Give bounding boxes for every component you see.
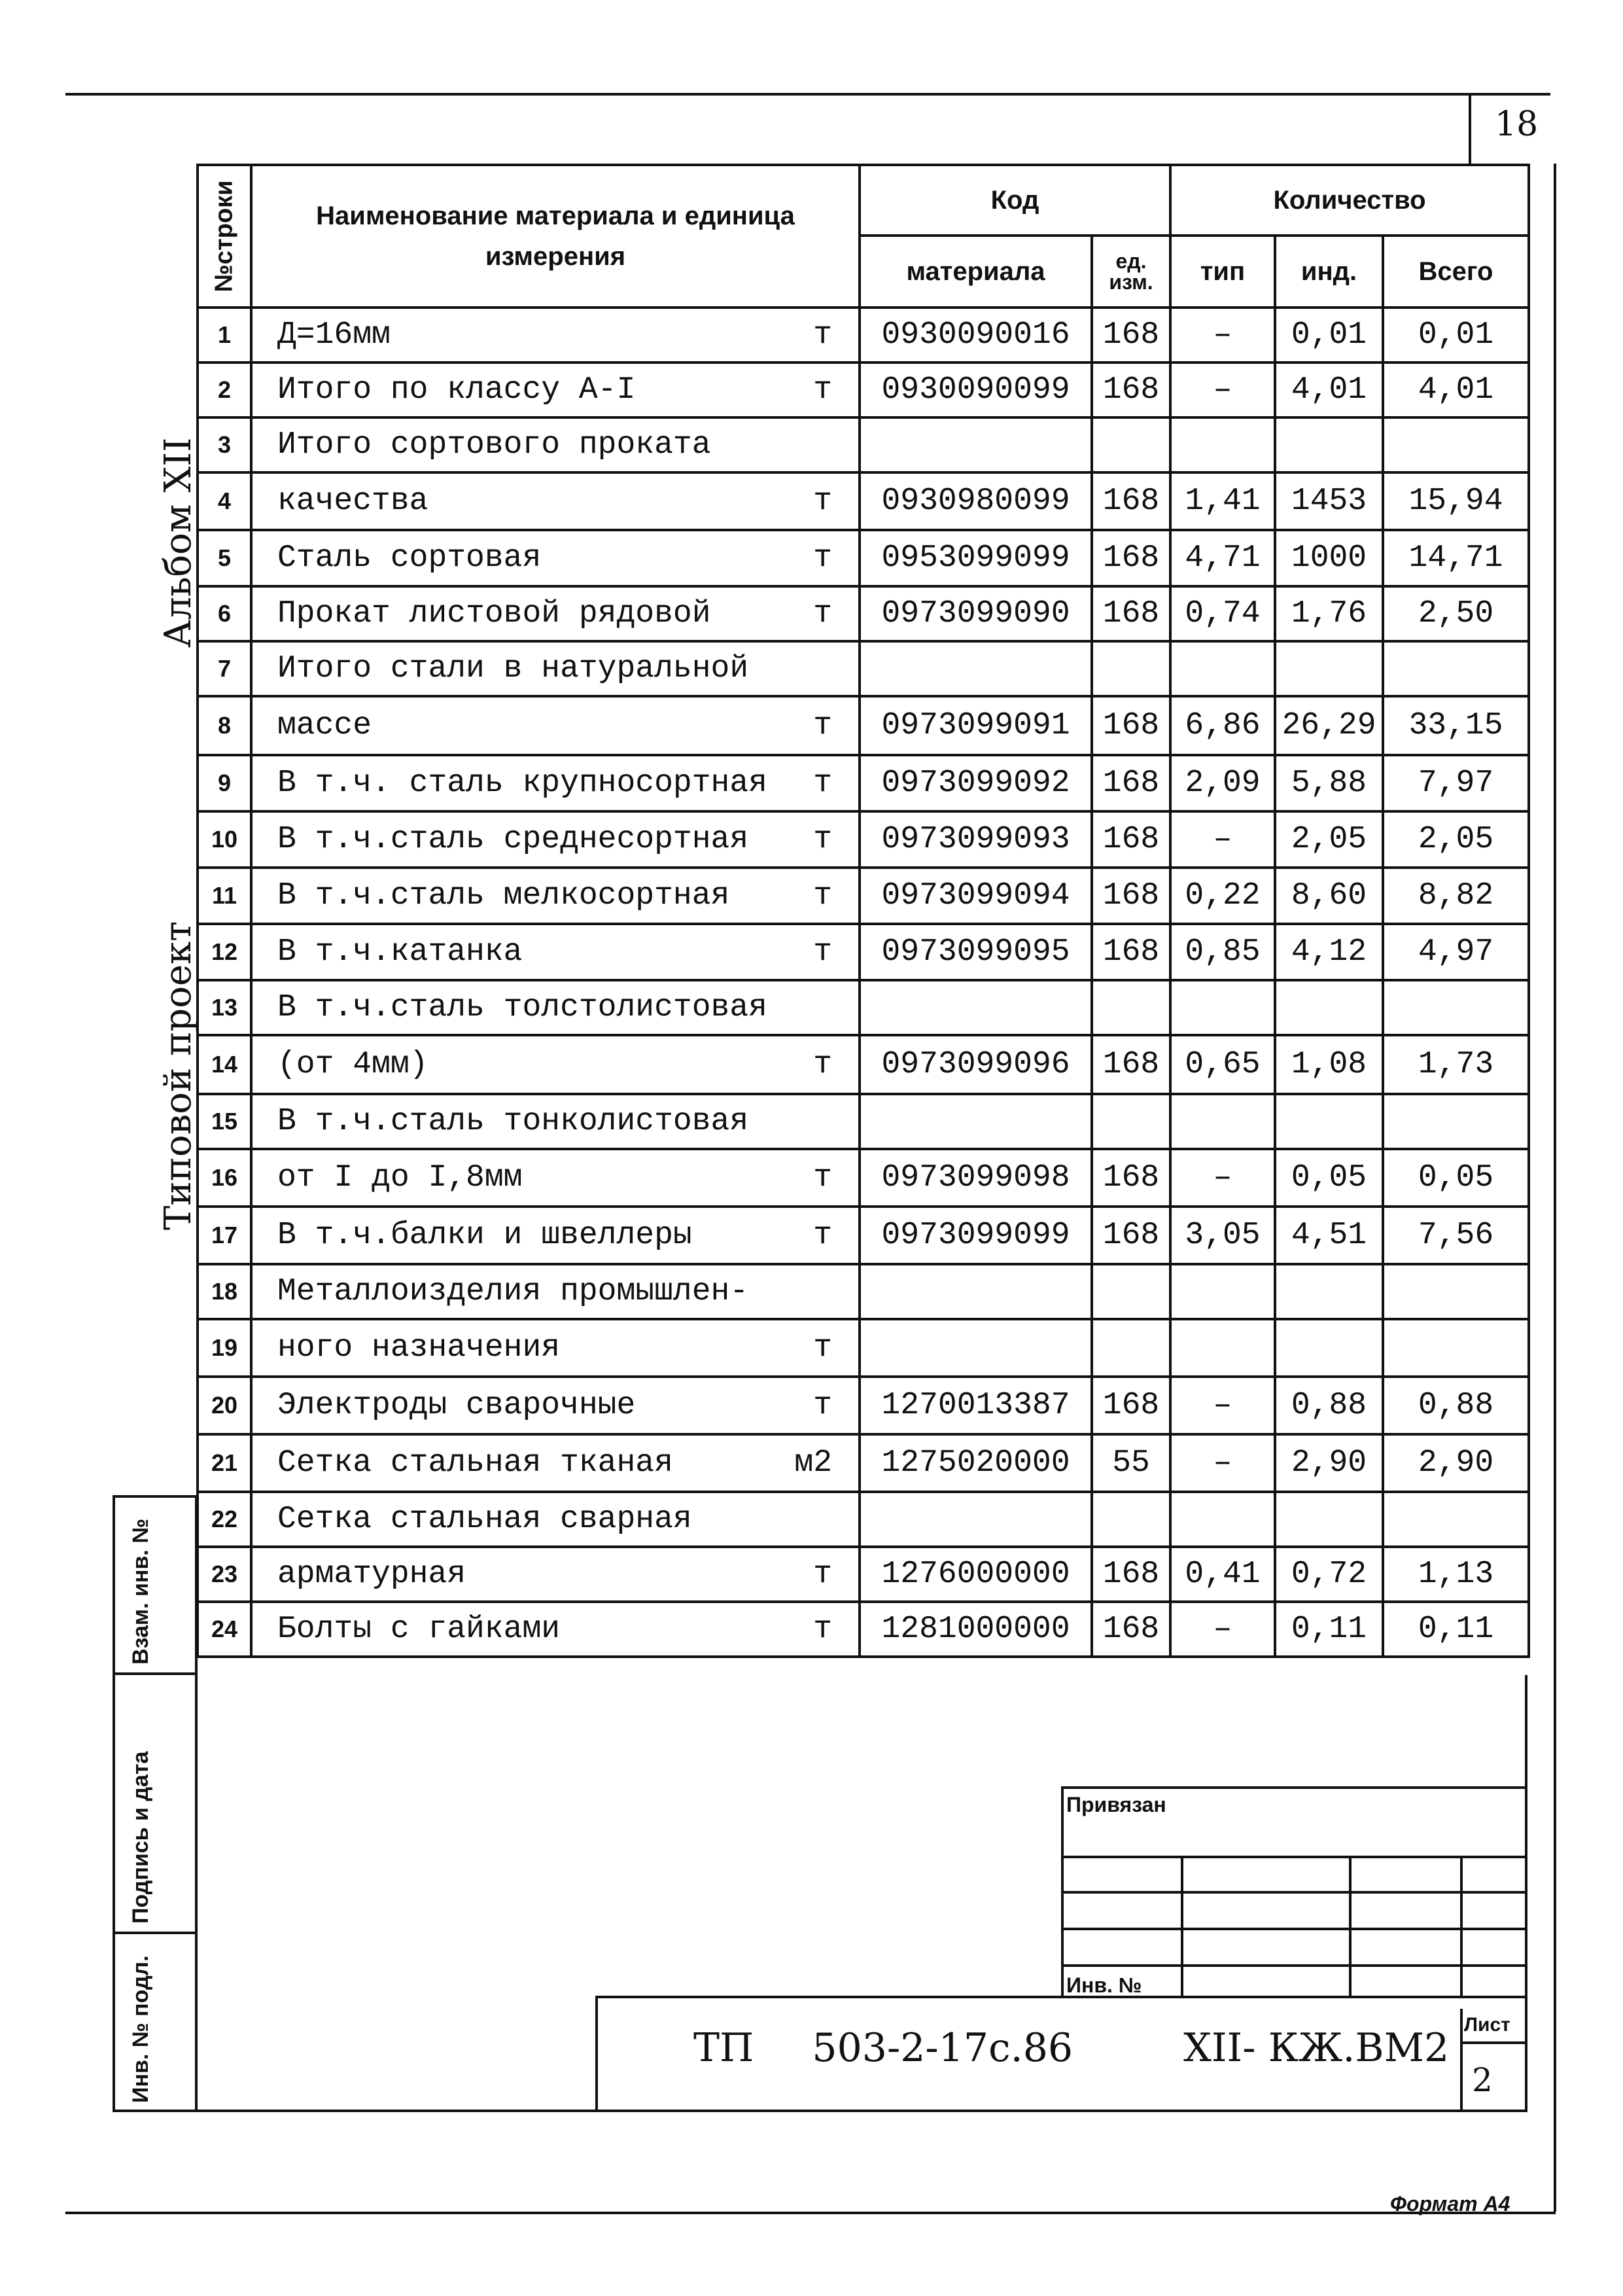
table-row: [198, 362, 1529, 417]
material-name-text: В т.ч.катанка: [277, 934, 523, 970]
unit-code: 168: [1092, 755, 1170, 811]
material-name: [251, 472, 860, 530]
qty-ind: 4,51: [1275, 1207, 1383, 1264]
qty-tip: –: [1170, 1377, 1275, 1434]
material-code: 0973099096: [860, 1035, 1092, 1094]
qty-ind: [1275, 1492, 1383, 1547]
material-name: [251, 1149, 860, 1207]
material-name: [251, 308, 860, 362]
qty-ind: 5,88: [1275, 755, 1383, 811]
binding-line-1: [1061, 1856, 1527, 1858]
qty-total: 2,05: [1383, 811, 1529, 868]
material-code: [860, 417, 1092, 472]
qty-tip: [1170, 417, 1275, 472]
unit-code: 168: [1092, 1207, 1170, 1264]
unit-of-measure: т: [813, 766, 832, 801]
inventory-number-label: Инв. №: [1066, 1973, 1142, 1997]
material-code: [860, 1319, 1092, 1377]
typical-project-label: Типовой проект: [157, 921, 200, 1230]
material-name-text: Электроды сварочные: [277, 1388, 636, 1423]
qty-tip: [1170, 1264, 1275, 1319]
row-number: 3: [198, 417, 251, 472]
qty-ind: 4,12: [1275, 924, 1383, 980]
material-name-text: качества: [277, 484, 428, 519]
material-name: [251, 1434, 860, 1492]
material-code: 0973099093: [860, 811, 1092, 868]
material-code: 0973099090: [860, 586, 1092, 641]
bottom-rule: [65, 2212, 1556, 2214]
qty-ind: 1,76: [1275, 586, 1383, 641]
qty-tip: 0,74: [1170, 586, 1275, 641]
table-row: [198, 1492, 1529, 1547]
unit-code: [1092, 980, 1170, 1035]
material-name-text: (от 4мм): [277, 1047, 428, 1082]
qty-tip: 0,41: [1170, 1547, 1275, 1602]
top-rule: [65, 93, 1550, 96]
material-code: 0930090099: [860, 362, 1092, 417]
qty-ind: [1275, 641, 1383, 696]
qty-tip: –: [1170, 1602, 1275, 1657]
unit-of-measure: м2: [794, 1445, 832, 1481]
qty-total: [1383, 1094, 1529, 1149]
material-name-text: Сетка стальная сварная: [277, 1502, 692, 1537]
unit-of-measure: т: [813, 1557, 832, 1592]
sheet-box-divider: [1460, 2041, 1527, 2044]
material-code: [860, 1492, 1092, 1547]
material-code: 0973099094: [860, 868, 1092, 924]
material-code: [860, 1264, 1092, 1319]
qty-tip: 0,85: [1170, 924, 1275, 980]
material-name-text: Металлоизделия промышлен-: [277, 1274, 749, 1309]
unit-code: 168: [1092, 1377, 1170, 1434]
unit-of-measure: т: [813, 1612, 832, 1647]
qty-ind: 1,08: [1275, 1035, 1383, 1094]
qty-tip: –: [1170, 362, 1275, 417]
unit-code: 168: [1092, 868, 1170, 924]
material-code: 0973099095: [860, 924, 1092, 980]
doc-mark: XII- КЖ.ВМ2: [1183, 2025, 1450, 2071]
material-name: [251, 924, 860, 980]
unit-code: 168: [1092, 1547, 1170, 1602]
header-ind: инд.: [1275, 236, 1383, 308]
material-code: 0973099098: [860, 1149, 1092, 1207]
table-row: [198, 1434, 1529, 1492]
header-row-no: №строки: [198, 165, 251, 308]
header-code-group: Код: [860, 165, 1170, 236]
material-name: [251, 1035, 860, 1094]
material-code: [860, 641, 1092, 696]
qty-tip: [1170, 1094, 1275, 1149]
unit-of-measure: т: [813, 1218, 832, 1253]
unit-code: 168: [1092, 924, 1170, 980]
row-number: 18: [198, 1264, 251, 1319]
qty-ind: 4,01: [1275, 362, 1383, 417]
right-frame-line: [1554, 164, 1556, 2212]
header-material: материала: [860, 236, 1092, 308]
table-row: [198, 530, 1529, 586]
unit-code: [1092, 417, 1170, 472]
material-name: [251, 1319, 860, 1377]
qty-tip: 4,71: [1170, 530, 1275, 586]
material-code: [860, 1094, 1092, 1149]
qty-ind: 0,01: [1275, 308, 1383, 362]
table-row: [198, 641, 1529, 696]
material-name: [251, 1377, 860, 1434]
row-number: 23: [198, 1547, 251, 1602]
unit-code: [1092, 1319, 1170, 1377]
qty-total: [1383, 1319, 1529, 1377]
material-name: [251, 1602, 860, 1657]
binding-line-2: [1061, 1891, 1527, 1894]
qty-tip: 0,65: [1170, 1035, 1275, 1094]
qty-total: 14,71: [1383, 530, 1529, 586]
material-name: [251, 1492, 860, 1547]
table-row: [198, 1207, 1529, 1264]
row-number: 1: [198, 308, 251, 362]
unit-code: 168: [1092, 308, 1170, 362]
qty-total: 0,01: [1383, 308, 1529, 362]
unit-code: 168: [1092, 1149, 1170, 1207]
unit-code: [1092, 641, 1170, 696]
material-code: 1275020000: [860, 1434, 1092, 1492]
material-name: [251, 641, 860, 696]
unit-code: 168: [1092, 1035, 1170, 1094]
unit-of-measure: т: [813, 878, 832, 913]
header-tip: тип: [1170, 236, 1275, 308]
qty-tip: [1170, 641, 1275, 696]
material-name-text: В т.ч.сталь тонколистовая: [277, 1104, 749, 1139]
unit-code: [1092, 1492, 1170, 1547]
material-name-text: ного назначения: [277, 1330, 561, 1366]
material-code: 0973099091: [860, 696, 1092, 755]
table-row: [198, 1319, 1529, 1377]
table-row: [198, 755, 1529, 811]
row-number: 15: [198, 1094, 251, 1149]
binding-line-3: [1061, 1928, 1527, 1930]
unit-of-measure: т: [813, 1160, 832, 1195]
material-code: 1281000000: [860, 1602, 1092, 1657]
row-number: 10: [198, 811, 251, 868]
doc-project: 503-2-17с.86: [812, 2025, 1073, 2071]
material-name-text: В т.ч.сталь мелкосортная: [277, 878, 730, 913]
table-row: [198, 308, 1529, 362]
qty-total: 7,56: [1383, 1207, 1529, 1264]
row-number: 20: [198, 1377, 251, 1434]
material-name-text: В т.ч.балки и швеллеры: [277, 1218, 692, 1253]
material-name: [251, 811, 860, 868]
row-number: 14: [198, 1035, 251, 1094]
material-name: [251, 1094, 860, 1149]
qty-tip: 6,86: [1170, 696, 1275, 755]
qty-ind: 2,05: [1275, 811, 1383, 868]
qty-tip: –: [1170, 308, 1275, 362]
material-name: [251, 755, 860, 811]
table-row: [198, 586, 1529, 641]
unit-code: [1092, 1094, 1170, 1149]
table-row: [198, 472, 1529, 530]
qty-total: 7,97: [1383, 755, 1529, 811]
material-name-text: В т.ч.сталь среднесортная: [277, 822, 749, 857]
table-row: [198, 1094, 1529, 1149]
material-name-text: В т.ч. сталь крупносортная: [277, 766, 767, 801]
row-number: 5: [198, 530, 251, 586]
unit-code: 168: [1092, 586, 1170, 641]
table-row: [198, 696, 1529, 755]
material-name: [251, 1264, 860, 1319]
qty-total: 15,94: [1383, 472, 1529, 530]
qty-ind: [1275, 1264, 1383, 1319]
material-name-text: Итого по классу А-I: [277, 372, 636, 408]
material-name-text: Сетка стальная тканая: [277, 1445, 673, 1481]
row-number: 8: [198, 696, 251, 755]
table-row: [198, 417, 1529, 472]
unit-code: 168: [1092, 472, 1170, 530]
row-number: 13: [198, 980, 251, 1035]
table-row: [198, 868, 1529, 924]
qty-tip: [1170, 1492, 1275, 1547]
material-name-text: массе: [277, 708, 372, 743]
header-name: Наименование материала и единица измерения: [251, 165, 860, 308]
material-name-text: от I до I,8мм: [277, 1160, 523, 1195]
qty-total: 0,05: [1383, 1149, 1529, 1207]
binding-label: Привязан: [1066, 1793, 1166, 1816]
qty-total: 1,73: [1383, 1035, 1529, 1094]
material-code: 1270013387: [860, 1377, 1092, 1434]
binding-vline-1: [1181, 1856, 1183, 1998]
qty-tip: 1,41: [1170, 472, 1275, 530]
row-number: 4: [198, 472, 251, 530]
sheet-label: Лист: [1464, 2014, 1510, 2036]
material-name: [251, 362, 860, 417]
unit-of-measure: т: [813, 372, 832, 408]
qty-total: 2,50: [1383, 586, 1529, 641]
material-code: 0930980099: [860, 472, 1092, 530]
qty-total: 4,01: [1383, 362, 1529, 417]
document-code: [693, 2025, 1495, 2071]
qty-ind: 0,11: [1275, 1602, 1383, 1657]
header-unit-code: ед. изм.: [1092, 236, 1170, 308]
qty-ind: 2,90: [1275, 1434, 1383, 1492]
material-name-text: Итого сортового проката: [277, 427, 711, 463]
unit-of-measure: т: [813, 596, 832, 631]
qty-ind: 8,60: [1275, 868, 1383, 924]
row-number: 11: [198, 868, 251, 924]
unit-code: 168: [1092, 362, 1170, 417]
header-qty-group: Количество: [1170, 165, 1529, 236]
material-name: [251, 980, 860, 1035]
qty-tip: 2,09: [1170, 755, 1275, 811]
table-row: [198, 980, 1529, 1035]
row-number: 22: [198, 1492, 251, 1547]
qty-ind: 26,29: [1275, 696, 1383, 755]
qty-ind: 0,88: [1275, 1377, 1383, 1434]
unit-code: 168: [1092, 696, 1170, 755]
row-number: 6: [198, 586, 251, 641]
material-name: [251, 417, 860, 472]
qty-total: [1383, 1492, 1529, 1547]
table-row: [198, 1547, 1529, 1602]
qty-tip: –: [1170, 1434, 1275, 1492]
material-name-text: арматурная: [277, 1557, 466, 1592]
row-number: 24: [198, 1602, 251, 1657]
album-label: Альбом XII: [157, 437, 200, 648]
material-code: 0973099099: [860, 1207, 1092, 1264]
stamp-podpis-data-label: Подпись и дата: [128, 1751, 153, 1924]
qty-tip: –: [1170, 1149, 1275, 1207]
unit-of-measure: т: [813, 934, 832, 970]
material-name-text: Болты с гайками: [277, 1612, 561, 1647]
material-name: [251, 586, 860, 641]
table-row: [198, 1377, 1529, 1434]
unit-of-measure: т: [813, 708, 832, 743]
material-name-text: Итого стали в натуральной: [277, 651, 749, 686]
material-code: 0953099099: [860, 530, 1092, 586]
material-spec-table: [196, 164, 1530, 1658]
material-name-text: Прокат листовой рядовой: [277, 596, 711, 631]
material-name: [251, 1207, 860, 1264]
sheet-number-divider: [1469, 93, 1471, 164]
qty-ind: [1275, 1319, 1383, 1377]
sheet-number: 2: [1472, 2061, 1493, 2099]
table-row: [198, 1602, 1529, 1657]
stamp-podpis-data: [113, 1672, 198, 1934]
material-name: [251, 1547, 860, 1602]
material-code: 0930090016: [860, 308, 1092, 362]
table-row: [198, 924, 1529, 980]
row-number: 21: [198, 1434, 251, 1492]
qty-ind: 1453: [1275, 472, 1383, 530]
qty-total: [1383, 417, 1529, 472]
qty-tip: 3,05: [1170, 1207, 1275, 1264]
doc-prefix: ТП: [693, 2025, 754, 2071]
unit-of-measure: т: [813, 540, 832, 576]
row-number: 7: [198, 641, 251, 696]
row-number: 2: [198, 362, 251, 417]
unit-of-measure: т: [813, 1047, 832, 1082]
material-name: [251, 868, 860, 924]
material-code: 1276000000: [860, 1547, 1092, 1602]
binding-vline-2: [1349, 1856, 1352, 1998]
qty-ind: [1275, 417, 1383, 472]
table-row: [198, 811, 1529, 868]
qty-total: [1383, 980, 1529, 1035]
qty-total: 2,90: [1383, 1434, 1529, 1492]
stamp-inv-podl: [113, 1932, 198, 2112]
qty-tip: 0,22: [1170, 868, 1275, 924]
qty-total: 33,15: [1383, 696, 1529, 755]
qty-tip: [1170, 980, 1275, 1035]
qty-ind: 0,72: [1275, 1547, 1383, 1602]
qty-total: [1383, 1264, 1529, 1319]
material-code: [860, 980, 1092, 1035]
material-name: [251, 696, 860, 755]
unit-of-measure: т: [813, 317, 832, 353]
unit-code: 55: [1092, 1434, 1170, 1492]
qty-ind: [1275, 980, 1383, 1035]
qty-total: 0,11: [1383, 1602, 1529, 1657]
qty-ind: 0,05: [1275, 1149, 1383, 1207]
stamp-vzam-inv: [113, 1495, 198, 1675]
unit-code: [1092, 1264, 1170, 1319]
unit-of-measure: т: [813, 484, 832, 519]
qty-ind: 1000: [1275, 530, 1383, 586]
row-number: 12: [198, 924, 251, 980]
qty-total: 1,13: [1383, 1547, 1529, 1602]
material-name-text: Сталь сортовая: [277, 540, 542, 576]
stamp-inv-podl-label: Инв. № подл.: [128, 1955, 153, 2103]
unit-code: 168: [1092, 811, 1170, 868]
row-number: 17: [198, 1207, 251, 1264]
unit-of-measure: т: [813, 822, 832, 857]
row-number: 19: [198, 1319, 251, 1377]
table-row: [198, 1149, 1529, 1207]
qty-total: 0,88: [1383, 1377, 1529, 1434]
unit-of-measure: т: [813, 1388, 832, 1423]
header-total: Всего: [1383, 236, 1529, 308]
form-left-line: [195, 1675, 198, 2112]
qty-ind: [1275, 1094, 1383, 1149]
table-row: [198, 1035, 1529, 1094]
qty-total: 8,82: [1383, 868, 1529, 924]
unit-code: 168: [1092, 1602, 1170, 1657]
binding-line-4: [1061, 1964, 1527, 1967]
qty-total: 4,97: [1383, 924, 1529, 980]
material-name-text: В т.ч.сталь толстолистовая: [277, 990, 767, 1025]
unit-code: 168: [1092, 530, 1170, 586]
unit-of-measure: т: [813, 1330, 832, 1366]
row-number: 16: [198, 1149, 251, 1207]
stamp-vzam-inv-label: Взам. инв. №: [128, 1518, 153, 1665]
qty-tip: [1170, 1319, 1275, 1377]
qty-total: [1383, 641, 1529, 696]
table-row: [198, 1264, 1529, 1319]
material-name-text: Д=16мм: [277, 317, 391, 353]
binding-vline-3: [1460, 1856, 1463, 1998]
sheet-number-top: 18: [1495, 105, 1539, 144]
qty-tip: –: [1170, 811, 1275, 868]
material-code: 0973099092: [860, 755, 1092, 811]
row-number: 9: [198, 755, 251, 811]
format-label: Формат А4: [1390, 2192, 1510, 2216]
material-name: [251, 530, 860, 586]
